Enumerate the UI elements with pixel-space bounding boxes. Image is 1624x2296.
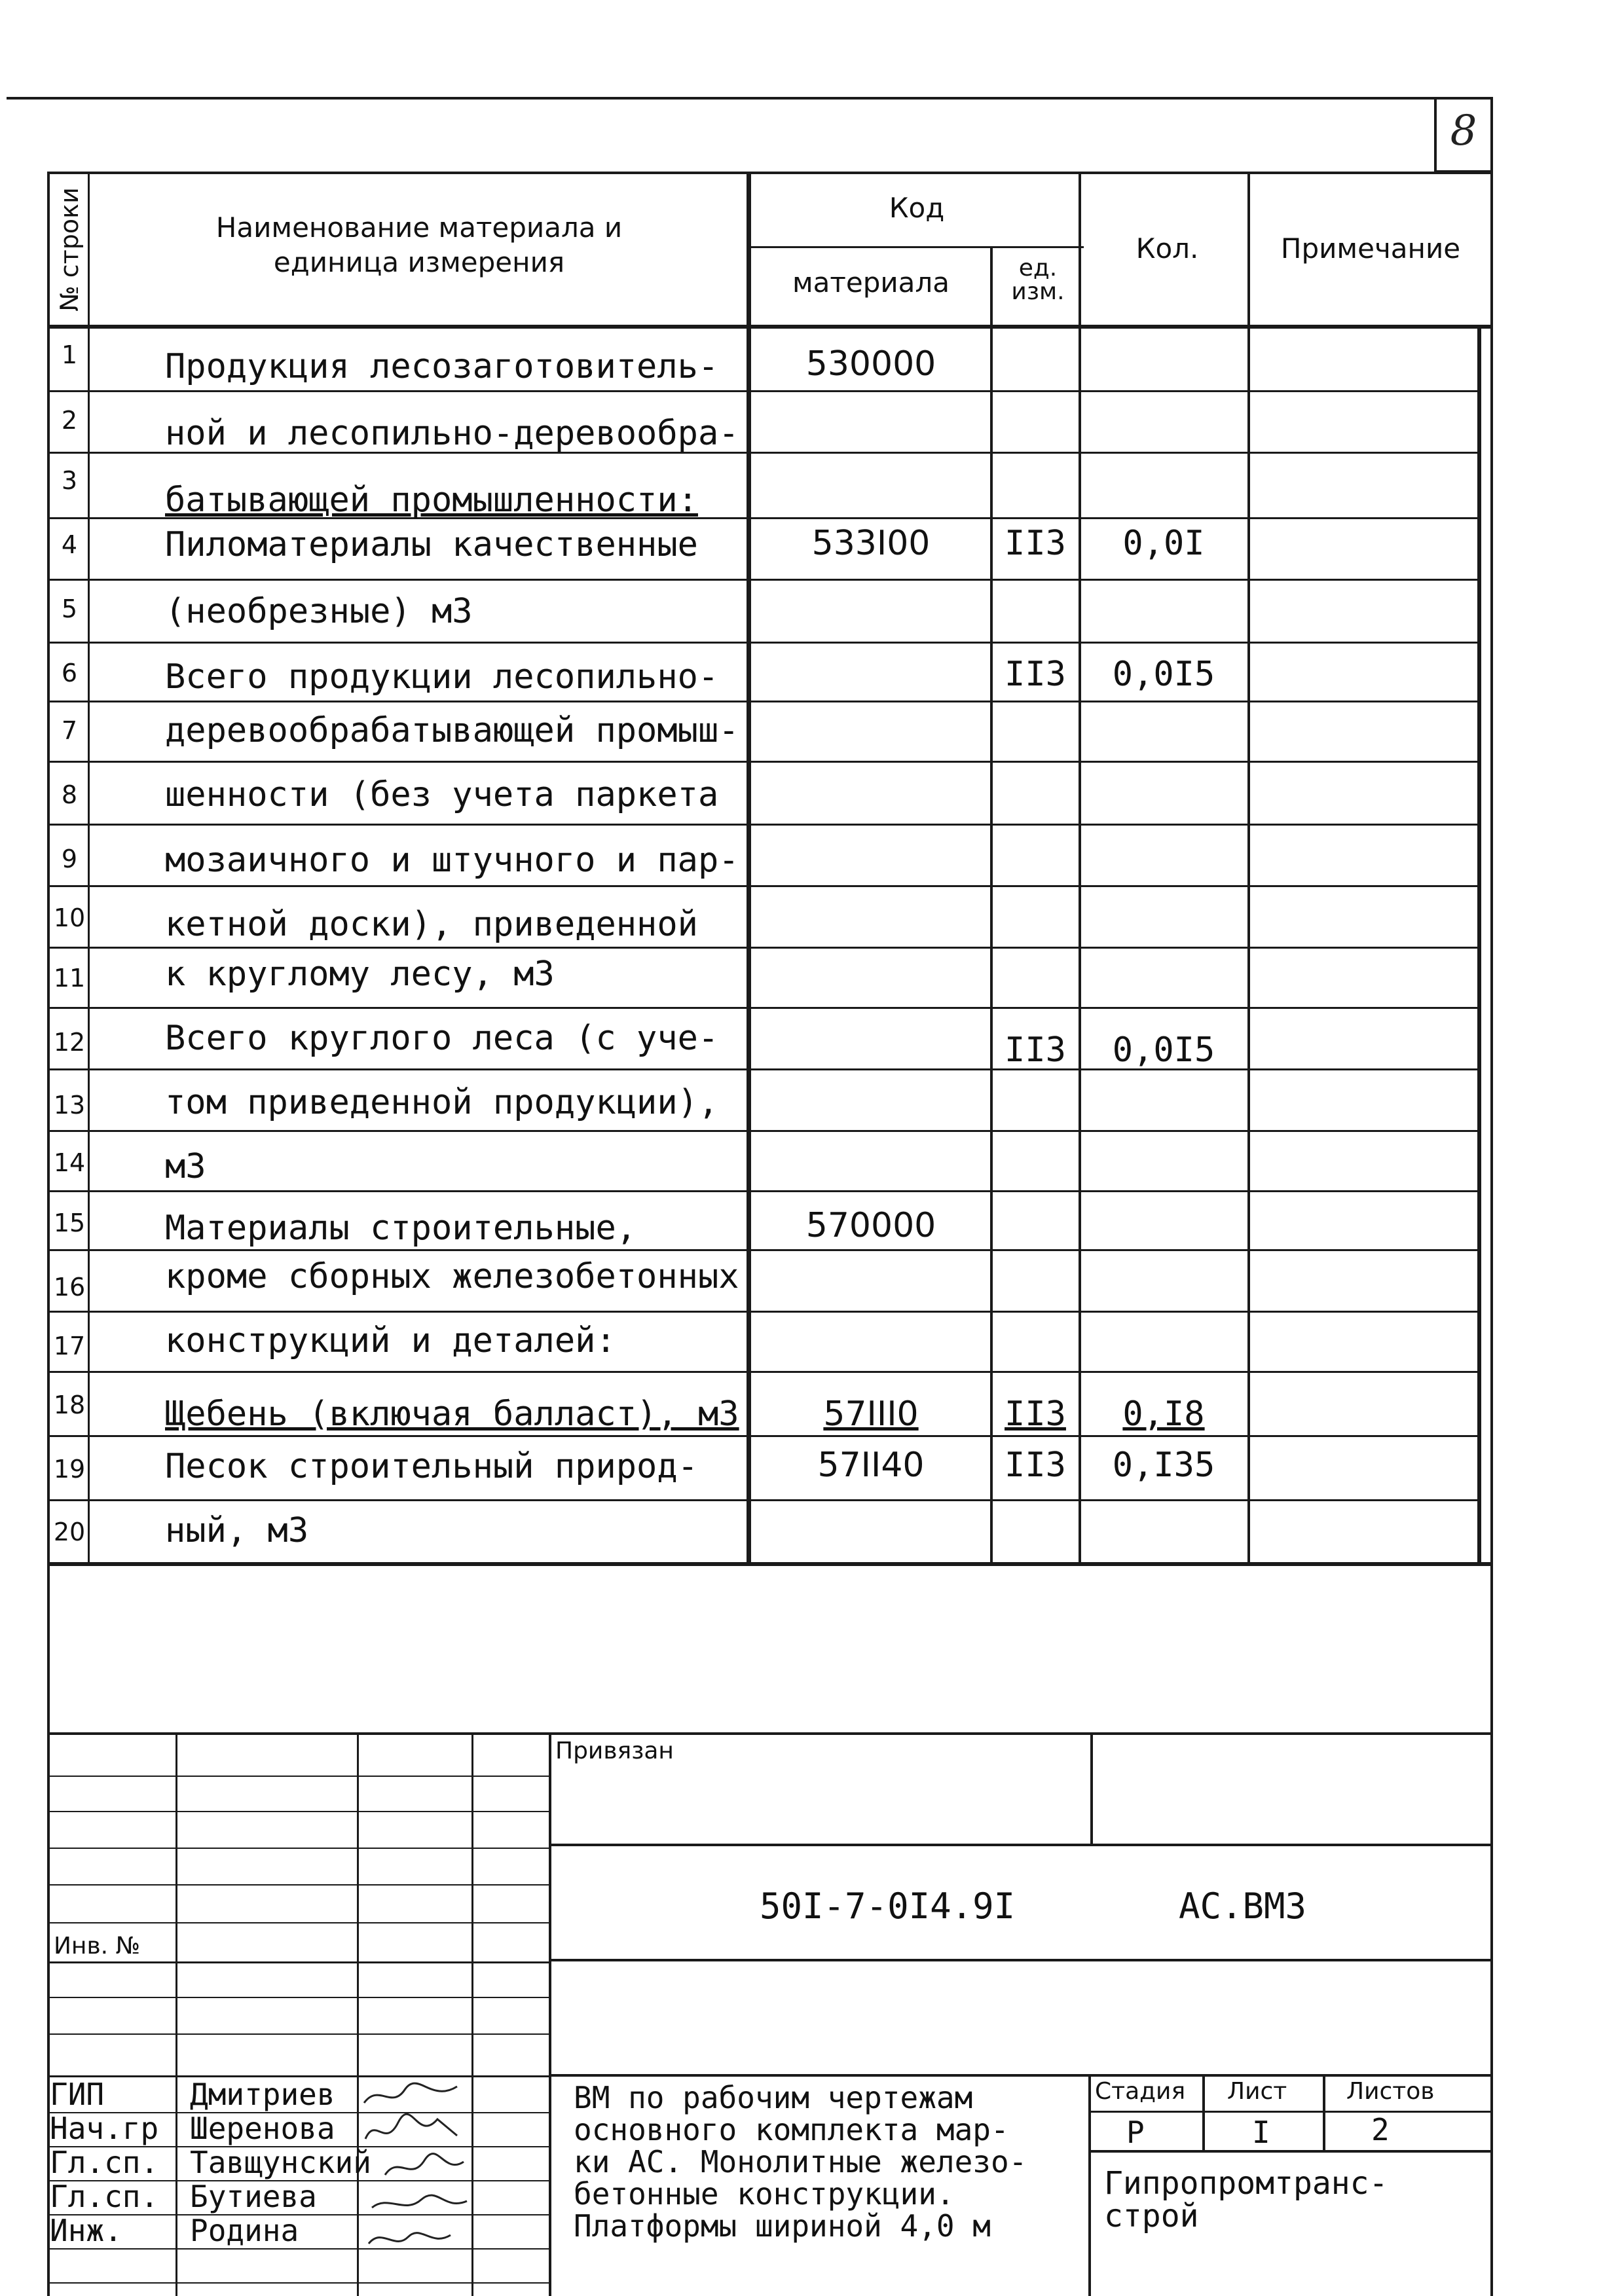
description-line: основного комплекта мар- [574, 2112, 1009, 2147]
top-border [7, 97, 1493, 100]
signature-marks [359, 2077, 470, 2286]
row-name: том приведенной продукции), [165, 1083, 719, 1122]
row-number: 2 [61, 406, 78, 435]
header-bottom-line [47, 325, 1493, 329]
header-top-line [47, 172, 1493, 174]
row-number: 11 [53, 964, 86, 993]
row-number: 9 [61, 845, 78, 873]
document-description [574, 2082, 1027, 2242]
row-material-code: 57II40 [817, 1446, 925, 1485]
col-line-rowno [88, 172, 90, 1566]
row-name: Всего круглого леса (с уче- [165, 1019, 719, 1058]
row-name: кетной доски), приведенной [165, 905, 698, 944]
document-mark: АС.ВМ3 [1179, 1886, 1307, 1927]
row-material-code: 533I00 [811, 524, 931, 563]
row-name: Материалы строительные, [165, 1209, 637, 1248]
row-name: ной и лесопильно-деревообра- [165, 414, 739, 453]
tb-vline-stage [1088, 2074, 1091, 2296]
left-border [47, 172, 50, 2296]
name-header: Наименование материала и единица измерения [215, 211, 623, 278]
sheet-value: I [1252, 2115, 1270, 2150]
right-border [1490, 97, 1493, 2296]
signer-name: Родина [190, 2213, 299, 2248]
row-number: 19 [53, 1455, 86, 1484]
row-name: батывающей промышленности: [165, 481, 698, 520]
row-separator [47, 1130, 1481, 1132]
row-separator [47, 1249, 1481, 1251]
role-ГИП: ГИП [50, 2077, 105, 2112]
row-number: 14 [53, 1148, 86, 1177]
tb-left-hline-14 [47, 2248, 550, 2250]
row-quantity: 0,0I5 [1112, 1030, 1215, 1070]
row-name: мозаичного и штучного и пар- [165, 841, 739, 880]
row-number: 13 [53, 1091, 86, 1120]
tb-vline-sheet [1202, 2074, 1205, 2150]
row-name: Продукция лесозаготовитель- [165, 347, 719, 386]
row-separator [47, 824, 1481, 826]
row-separator [47, 390, 1481, 392]
row-number: 10 [53, 903, 86, 932]
tb-left-hline-8 [47, 2033, 550, 2035]
row-number: 3 [61, 466, 78, 495]
row-unit-code: II3 [1005, 1446, 1066, 1485]
tb-left-hline-2 [47, 1811, 550, 1812]
row-number: 1 [61, 340, 78, 369]
role-head-of-group: Нач.гр [50, 2111, 159, 2146]
row-name: (необрезные) м3 [165, 592, 473, 631]
col-line-unit [990, 246, 993, 1566]
attached-label: Привязан [555, 1738, 674, 1764]
row-separator [47, 1371, 1481, 1373]
row-number: 17 [53, 1332, 86, 1360]
row-number: 4 [61, 530, 78, 559]
code-header: Код [889, 192, 945, 224]
row-material-code: 570000 [805, 1206, 936, 1245]
row-separator [47, 1190, 1481, 1192]
signer-name: Тавщунский [190, 2145, 371, 2180]
row-quantity: 0,I8 [1122, 1394, 1205, 1434]
document-code: 50I-7-0I4.9I [760, 1886, 1016, 1927]
tb-line-stage-vals [1088, 2150, 1493, 2153]
organization [1104, 2167, 1388, 2232]
row-name: Щебень (включая балласт), м3 [165, 1394, 739, 1434]
tb-vline-attached [1090, 1732, 1093, 1844]
row-number: 5 [61, 594, 78, 623]
row-number: 15 [53, 1209, 86, 1237]
row-number: 7 [61, 716, 78, 745]
row-quantity: 0,0I5 [1112, 655, 1215, 694]
tb-line-a [550, 1844, 1493, 1846]
row-separator [47, 885, 1481, 887]
signer-name: Дмитриев [190, 2077, 335, 2112]
row-material-code: 530000 [805, 344, 936, 384]
role-chief-specialist: Гл.сп. [50, 2179, 159, 2214]
organization-line: Гипропромтранс- [1104, 2165, 1388, 2202]
row-number: 16 [53, 1273, 86, 1302]
row-separator [47, 1007, 1481, 1009]
sheets-label: Листов [1346, 2078, 1435, 2105]
row-separator [47, 642, 1481, 644]
row-unit-code: II3 [1005, 524, 1066, 563]
tb-left-vline-1 [175, 1732, 177, 2296]
role-engineer: Инж. [50, 2213, 122, 2248]
row-number: 12 [53, 1028, 86, 1057]
row-name: ный, м3 [165, 1511, 309, 1550]
inventory-number-label: Инв. № [54, 1933, 141, 1959]
row-material-code: 57III0 [823, 1394, 919, 1434]
row-name: м3 [165, 1147, 206, 1186]
note-header: Примечание [1280, 232, 1461, 264]
row-separator [47, 1435, 1481, 1437]
row-name: кроме сборных железобетонных [165, 1257, 739, 1296]
row-quantity: 0,0I [1122, 524, 1205, 563]
row-number: 18 [53, 1391, 86, 1419]
tb-left-hline-7 [47, 1997, 550, 1998]
organization-line: строй [1104, 2198, 1199, 2234]
row-no-header [50, 174, 89, 325]
description-line: ВМ по рабочим чертежам [574, 2080, 973, 2115]
row-unit-code: II3 [1005, 1394, 1066, 1434]
row-number: 20 [53, 1518, 86, 1546]
stage-label: Стадия [1095, 2078, 1186, 2105]
col-line-qty [1079, 172, 1081, 1566]
col-line-note [1247, 172, 1250, 1566]
sheet-label: Лист [1227, 2078, 1287, 2105]
row-number: 8 [61, 780, 78, 809]
row-name: Песок строительный природ- [165, 1447, 698, 1486]
row-separator [47, 579, 1481, 581]
tb-left-hline-5 [47, 1922, 550, 1923]
row-name: Пиломатериалы качественные [165, 525, 698, 564]
material-code-header: материала [792, 266, 950, 299]
unit-code-header: ед. изм. [1011, 255, 1065, 305]
code-split-line [750, 246, 1084, 248]
stage-value: Р [1126, 2115, 1145, 2150]
row-name: шенности (без учета паркета [165, 775, 719, 814]
row-name: деревообрабатывающей промыш- [165, 711, 739, 750]
sheet-number: 8 [1450, 107, 1477, 155]
description-line: Платформы шириной 4,0 м [574, 2208, 991, 2244]
row-quantity: 0,I35 [1112, 1446, 1215, 1485]
tb-vline-sheets [1323, 2074, 1325, 2150]
row-separator [47, 1311, 1481, 1313]
row-name: конструкций и деталей: [165, 1321, 616, 1360]
tb-top-line [47, 1732, 1493, 1735]
row-name: к круглому лесу, м3 [165, 955, 555, 994]
tb-left-hline-1 [47, 1776, 550, 1777]
tb-line-c [550, 2074, 1493, 2077]
tb-line-b [550, 1959, 1493, 1961]
description-line: ки АС. Монолитные железо- [574, 2144, 1027, 2179]
signer-name: Шеренова [190, 2111, 335, 2146]
tb-left-vline-3 [471, 1732, 473, 2296]
tb-left-hline-15 [47, 2282, 550, 2284]
signer-name: Бутиева [190, 2179, 317, 2214]
tb-left-hline-3 [47, 1848, 550, 1849]
tb-left-hline-4 [47, 1884, 550, 1886]
row-separator [47, 1068, 1481, 1070]
tb-vline-main [549, 1732, 551, 2296]
row-separator [47, 701, 1481, 702]
row-separator [47, 761, 1481, 763]
row-separator [47, 947, 1481, 949]
description-line: бетонные конструкции. [574, 2176, 955, 2212]
table-bottom-line [47, 1562, 1493, 1566]
sheets-value: 2 [1371, 2112, 1390, 2147]
row-no-header-text: № строки [55, 187, 84, 312]
col-line-material [747, 172, 751, 1566]
row-unit-code: II3 [1005, 655, 1066, 694]
sheet-box-left [1434, 97, 1437, 172]
tb-line-stage-row [1088, 2111, 1493, 2113]
row-unit-code: II3 [1005, 1030, 1066, 1070]
row-number: 6 [61, 659, 78, 687]
tb-left-hline-6 [47, 1961, 550, 1963]
qty-header: Кол. [1135, 232, 1199, 264]
row-name: Всего продукции лесопильно- [165, 657, 719, 697]
role-chief-specialist: Гл.сп. [50, 2145, 159, 2180]
row-separator [47, 1499, 1481, 1501]
